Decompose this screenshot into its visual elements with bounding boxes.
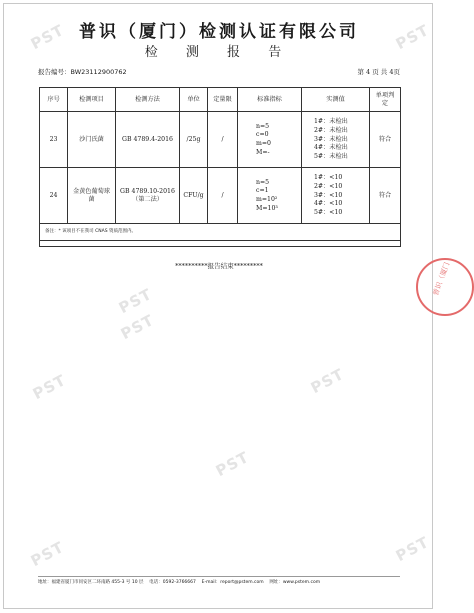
table-spacer-row <box>40 241 401 247</box>
seal-text: 普识（厦门 <box>431 261 452 297</box>
report-number <box>38 67 127 76</box>
standard-line: m=0 <box>256 140 271 147</box>
measured-line: 3#：<10 <box>314 191 343 199</box>
measured-line: 5#：未检出 <box>314 153 348 161</box>
report-number-label: 报告编号： <box>38 68 71 76</box>
test-item: 金黄色葡萄球菌 <box>68 168 116 224</box>
page-info: 第 4 页 共 4页 <box>357 68 400 76</box>
measured-value <box>302 112 370 168</box>
results-table <box>39 87 401 247</box>
measured-line: 4#：<10 <box>314 200 343 208</box>
standard-line: c=1 <box>256 187 269 195</box>
standard-indicator <box>238 168 302 224</box>
note-row <box>40 224 401 241</box>
judgement: 符合 <box>370 112 401 168</box>
page-footer <box>38 576 400 585</box>
column-header: 定量限 <box>208 88 238 112</box>
measured-line: 1#：未检出 <box>314 118 348 126</box>
column-header: 实测值 <box>302 88 370 112</box>
column-header: 单位 <box>180 88 208 112</box>
table-spacer <box>40 241 401 247</box>
watermark: PST <box>27 537 68 571</box>
unit: CFU/g <box>180 168 208 224</box>
column-header: 单项判定 <box>370 88 401 112</box>
standard-line: c=0 <box>256 131 269 139</box>
standard-line: n=5 <box>256 122 270 130</box>
measured-line: 2#：<10 <box>314 182 343 190</box>
watermark: PST <box>307 364 348 398</box>
measured-line: 4#：未检出 <box>314 144 348 152</box>
company-name: 普识（厦门）检测认证有限公司 <box>79 22 359 42</box>
unit: /25g <box>180 112 208 168</box>
table-row <box>40 112 401 168</box>
watermark: PST <box>115 284 156 318</box>
measured-line: 5#：<10 <box>314 209 343 217</box>
footer-email: E-mail：report@pstem.com <box>201 580 264 585</box>
test-method: GB 4789.4-2016 <box>116 112 180 168</box>
measured-line: 3#：未检出 <box>314 135 348 143</box>
report-number-value: BW23112900762 <box>70 68 127 76</box>
footer-phone: 电话：0592-3766667 <box>149 580 196 585</box>
watermark: PST <box>29 370 70 404</box>
watermark: PST <box>117 310 158 344</box>
test-method: GB 4789.10-2016（第二法） <box>116 168 180 224</box>
column-header: 检测方法 <box>116 88 180 112</box>
measured-value <box>302 168 370 224</box>
standard-line: M=- <box>256 148 270 156</box>
standard-line: m=10² <box>256 196 278 203</box>
watermark: PST <box>392 20 433 54</box>
table-row <box>40 168 401 224</box>
row-number: 24 <box>40 168 68 224</box>
column-header: 标准指标 <box>238 88 302 112</box>
document-title: 检 测 报 告 <box>144 45 294 60</box>
row-number: 23 <box>40 112 68 168</box>
judgement: 符合 <box>370 168 401 224</box>
standard-line: n=5 <box>256 178 270 186</box>
column-header: 序号 <box>40 88 68 112</box>
watermark: PST <box>212 447 253 481</box>
report-end-mark: **********报告结束********* <box>175 262 263 270</box>
footer-address: 地址：福建省厦门市同安区二环南路 455-3 号 10 层 <box>38 580 144 585</box>
watermark: PST <box>27 20 68 54</box>
footer-website: 网址：www.pstem.com <box>269 580 321 585</box>
company-seal <box>416 258 474 316</box>
watermark: PST <box>392 532 433 566</box>
limit-of-quantitation: / <box>208 168 238 224</box>
test-item: 沙门氏菌 <box>68 112 116 168</box>
measured-line: 1#：<10 <box>314 174 343 182</box>
standard-line: M=10³ <box>256 204 278 212</box>
measured-line: 2#：未检出 <box>314 126 348 134</box>
limit-of-quantitation: / <box>208 112 238 168</box>
standard-indicator <box>238 112 302 168</box>
column-header: 检测项目 <box>68 88 116 112</box>
table-note: 备注：* 该项目不在我司 CNAS 资质范围内。 <box>40 224 401 241</box>
table-header-row <box>40 88 401 112</box>
